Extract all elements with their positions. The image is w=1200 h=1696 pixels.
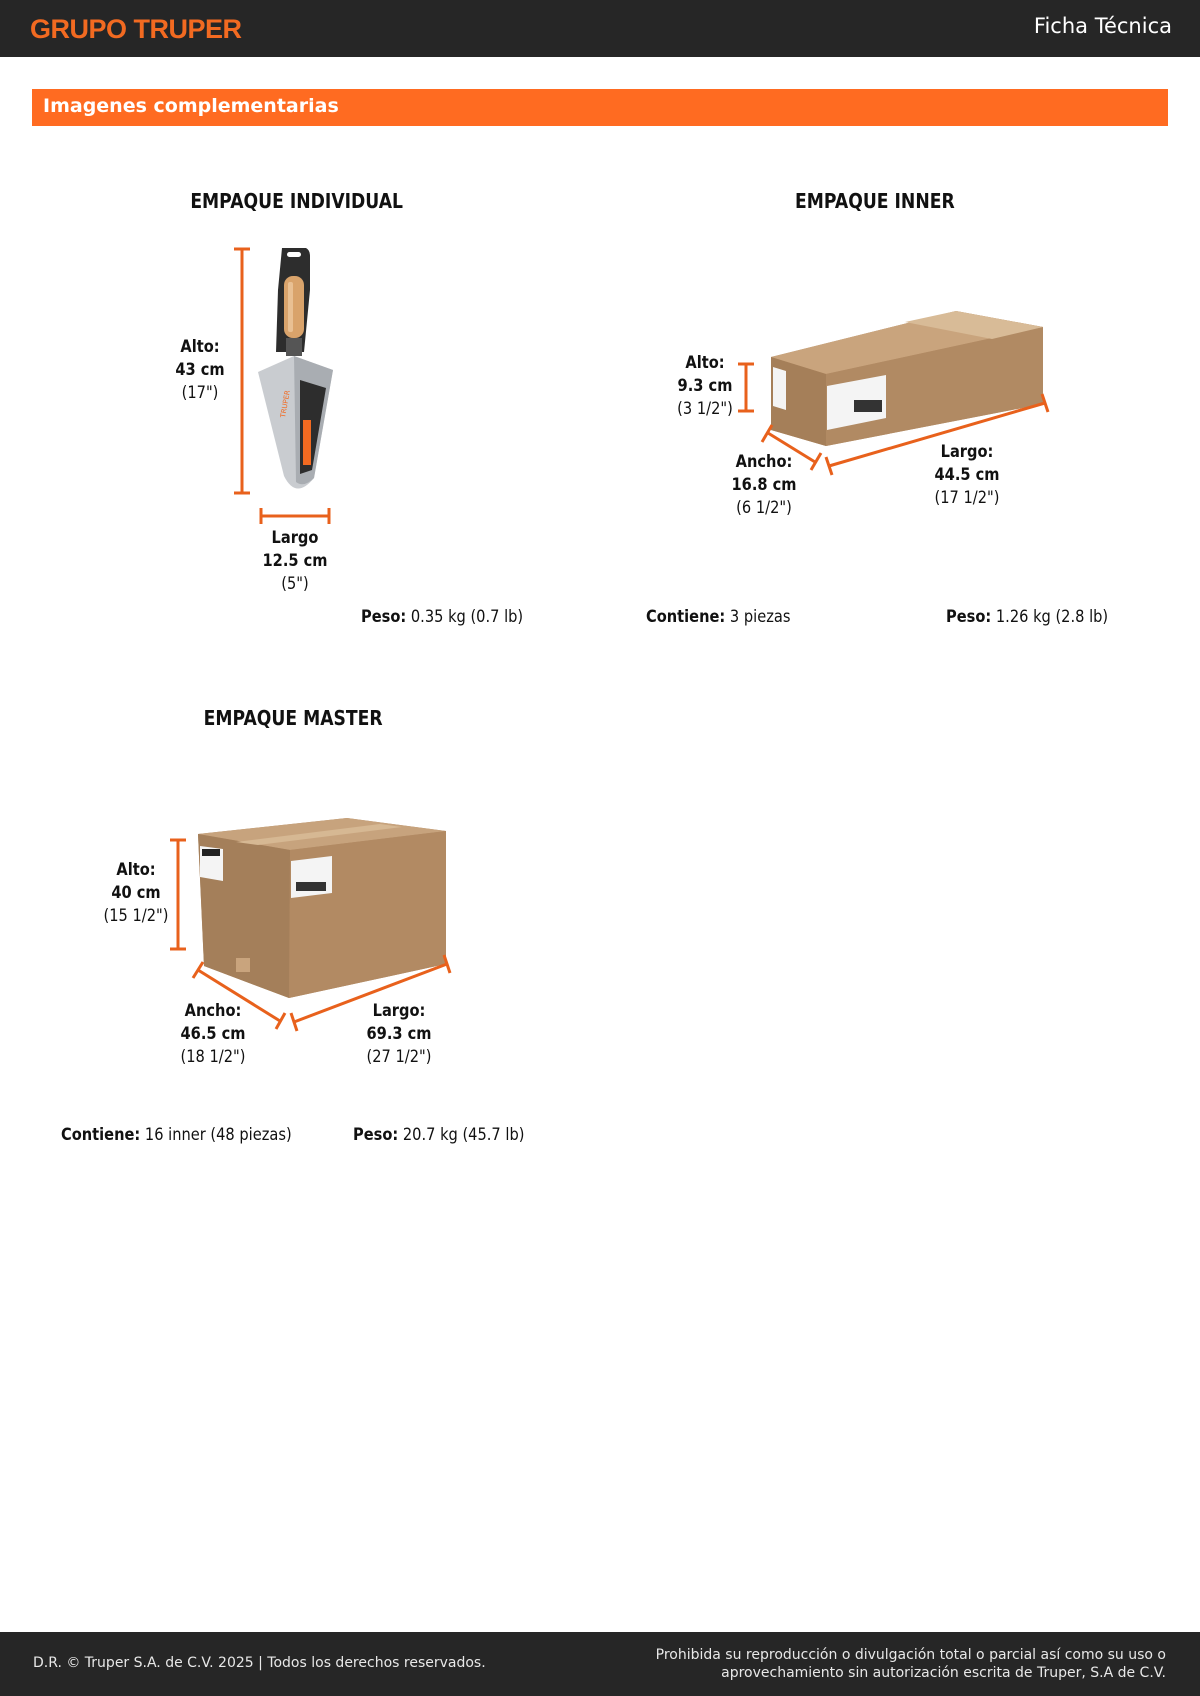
inner-height-label bbox=[645, 352, 765, 421]
master-length-title: Largo: bbox=[372, 1001, 426, 1021]
inner-box-image bbox=[771, 311, 1043, 446]
master-weight bbox=[353, 1125, 524, 1145]
brand-logo: GRUPO TRUPER bbox=[30, 14, 242, 44]
length-metric: 12.5 cm bbox=[262, 551, 328, 571]
master-height-title: Alto: bbox=[116, 860, 156, 880]
svg-text:TRUPER: TRUPER bbox=[279, 389, 292, 419]
master-package-title: EMPAQUE MASTER bbox=[203, 706, 383, 730]
height-imperial: (17") bbox=[181, 383, 219, 403]
individual-weight bbox=[361, 607, 523, 627]
master-contents-value: 16 inner (48 piezas) bbox=[144, 1125, 292, 1145]
master-width-imperial: (18 1/2") bbox=[180, 1047, 246, 1067]
master-length-metric: 69.3 cm bbox=[366, 1024, 432, 1044]
master-weight-value: 20.7 kg (45.7 lb) bbox=[402, 1125, 525, 1145]
master-height-label bbox=[76, 859, 196, 928]
master-width-title: Ancho: bbox=[184, 1001, 242, 1021]
individual-height-label bbox=[140, 336, 260, 405]
inner-height-title: Alto: bbox=[685, 353, 725, 373]
weight-value: 0.35 kg (0.7 lb) bbox=[410, 607, 524, 627]
inner-length-label bbox=[906, 441, 1028, 510]
master-height-metric: 40 cm bbox=[111, 883, 161, 903]
inner-width-label bbox=[703, 451, 825, 520]
length-imperial: (5") bbox=[281, 574, 309, 594]
inner-weight bbox=[946, 607, 1108, 627]
inner-package-title: EMPAQUE INNER bbox=[795, 189, 955, 213]
legal-notice-line-2: aprovechamiento sin autorización escrita de Truper, S.A de C.V. bbox=[721, 1665, 1166, 1681]
individual-package-title: EMPAQUE INDIVIDUAL bbox=[190, 189, 404, 213]
master-box-image bbox=[198, 818, 446, 998]
inner-width-title: Ancho: bbox=[735, 452, 793, 472]
inner-contents bbox=[646, 607, 790, 627]
inner-length-metric: 44.5 cm bbox=[934, 465, 1000, 485]
footer-bar bbox=[0, 1632, 1200, 1696]
master-width-metric: 46.5 cm bbox=[180, 1024, 246, 1044]
weight-label: Peso: bbox=[361, 607, 407, 627]
inner-width-metric: 16.8 cm bbox=[731, 475, 797, 495]
inner-width-imperial: (6 1/2") bbox=[736, 498, 792, 518]
master-contents bbox=[61, 1125, 292, 1145]
section-heading: Imagenes complementarias bbox=[43, 95, 339, 117]
length-dimension-line bbox=[261, 508, 329, 524]
inner-length-imperial: (17 1/2") bbox=[934, 488, 1000, 508]
inner-contents-value: 3 piezas bbox=[729, 607, 791, 627]
master-width-label bbox=[152, 1000, 274, 1069]
document-title: Ficha Técnica bbox=[1033, 14, 1172, 38]
master-weight-label: Peso: bbox=[353, 1125, 399, 1145]
inner-length-title: Largo: bbox=[940, 442, 994, 462]
inner-weight-value: 1.26 kg (2.8 lb) bbox=[995, 607, 1109, 627]
master-length-imperial: (27 1/2") bbox=[366, 1047, 432, 1067]
master-height-imperial: (15 1/2") bbox=[103, 906, 169, 926]
copyright-text: D.R. © Truper S.A. de C.V. 2025 | Todos los derechos reservados. bbox=[33, 1655, 486, 1671]
master-contents-label: Contiene: bbox=[61, 1125, 141, 1145]
individual-length-label bbox=[235, 527, 355, 596]
legal-notice bbox=[606, 1646, 1166, 1682]
inner-height-imperial: (3 1/2") bbox=[677, 399, 733, 419]
inner-height-metric: 9.3 cm bbox=[677, 376, 733, 396]
height-label: Alto: bbox=[180, 337, 220, 357]
height-metric: 43 cm bbox=[175, 360, 225, 380]
legal-notice-line-1: Prohibida su reproducción o divulgación total o parcial así como su uso o bbox=[655, 1647, 1166, 1663]
trowel-image bbox=[258, 248, 333, 489]
master-length-label bbox=[338, 1000, 460, 1069]
length-label: Largo bbox=[271, 528, 319, 548]
inner-weight-label: Peso: bbox=[946, 607, 992, 627]
inner-contents-label: Contiene: bbox=[646, 607, 726, 627]
